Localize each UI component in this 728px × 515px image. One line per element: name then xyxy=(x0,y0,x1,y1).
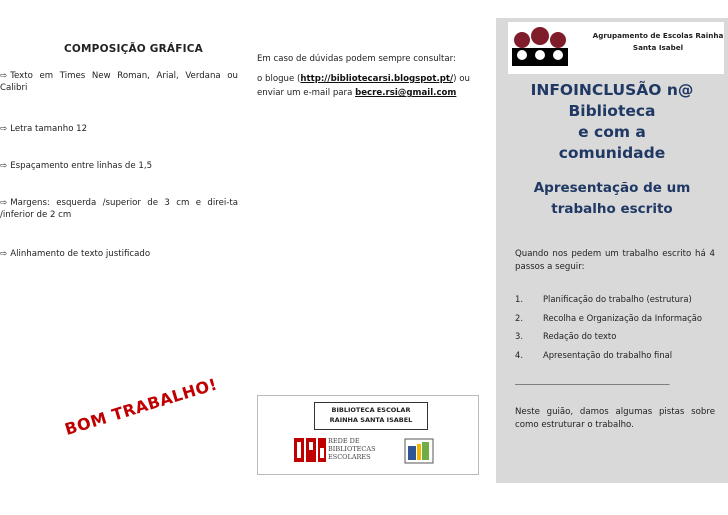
rule-text: Margens: esquerda /superior de 3 cm e direi-ta /inferior de 2 cm xyxy=(0,198,238,220)
list-item: 1. Planificação do trabalho (estrutura) xyxy=(515,294,692,304)
rule-font xyxy=(0,70,238,94)
arrow-icon: ⇨ xyxy=(0,249,8,259)
school-header xyxy=(508,22,724,74)
infoinclusao-title: INFOINCLUSÃO n@ Biblioteca e com a comunidade xyxy=(530,81,694,162)
arrow-icon: ⇨ xyxy=(0,71,8,81)
library-name-box xyxy=(314,402,428,430)
contact-email-line: enviar um e-mail para becre.rsi@gmail.com xyxy=(257,88,457,98)
rule-spacing xyxy=(0,160,238,172)
library-line-2: RAINHA SANTA ISABEL xyxy=(329,416,413,424)
rule-text: Texto em Times New Roman, Arial, Verdana ou Calibri xyxy=(0,71,238,93)
steps-list xyxy=(515,294,715,368)
rule-alignment xyxy=(0,248,238,260)
library-logo-box xyxy=(257,395,479,475)
arrow-icon: ⇨ xyxy=(0,124,8,134)
arrow-icon: ⇨ xyxy=(0,198,8,208)
guide-intro: Quando nos pedem um trabalho escrito há 4 passos a seguir: xyxy=(515,249,715,272)
contact-intro: Em caso de dúvidas podem sempre consultar: xyxy=(257,54,456,64)
rule-text: Espaçamento entre linhas de 1,5 xyxy=(10,161,153,171)
library-line-1: BIBLIOTECA ESCOLAR xyxy=(331,406,411,414)
list-item: 4. Apresentação do trabalho final xyxy=(515,349,673,360)
contact-blog-line: o blogue (http://bibliotecarsi.blogspot.pt/) ou xyxy=(257,74,470,84)
blog-link[interactable]: http://bibliotecarsi.blogspot.pt/ xyxy=(300,74,454,84)
rbe-text: REDE DE BIBLIOTECAS ESCOLARES xyxy=(328,437,376,461)
rule-text: Alinhamento de texto justificado xyxy=(10,249,151,259)
info-panel xyxy=(496,18,728,483)
rule-margins xyxy=(0,197,238,221)
list-item: 2. Recolha e Organização da Informação xyxy=(515,312,702,323)
rule-size xyxy=(0,123,238,135)
composition-title: COMPOSIÇÃO GRÁFICA xyxy=(64,43,203,55)
bom-trabalho-text: BOM TRABALHO! xyxy=(62,374,220,439)
separator-line: ____________________________________________ xyxy=(515,376,669,385)
rbe-mark-icon xyxy=(404,438,434,464)
list-item: 3. Redação do texto xyxy=(515,331,617,341)
school-crest-icon xyxy=(510,24,570,70)
contact-column xyxy=(250,0,480,515)
rule-text: Letra tamanho 12 xyxy=(10,124,88,134)
guide-subtitle: Apresentação de um trabalho escrito xyxy=(533,180,691,217)
email-link[interactable]: becre.rsi@gmail.com xyxy=(355,88,457,98)
guide-closing: Neste guião, damos algumas pistas sobre como estruturar o trabalho. xyxy=(515,407,715,430)
composition-column xyxy=(0,0,238,515)
arrow-icon: ⇨ xyxy=(0,161,8,171)
school-name: Agrupamento de Escolas Rainha Santa Isabel xyxy=(592,31,724,52)
